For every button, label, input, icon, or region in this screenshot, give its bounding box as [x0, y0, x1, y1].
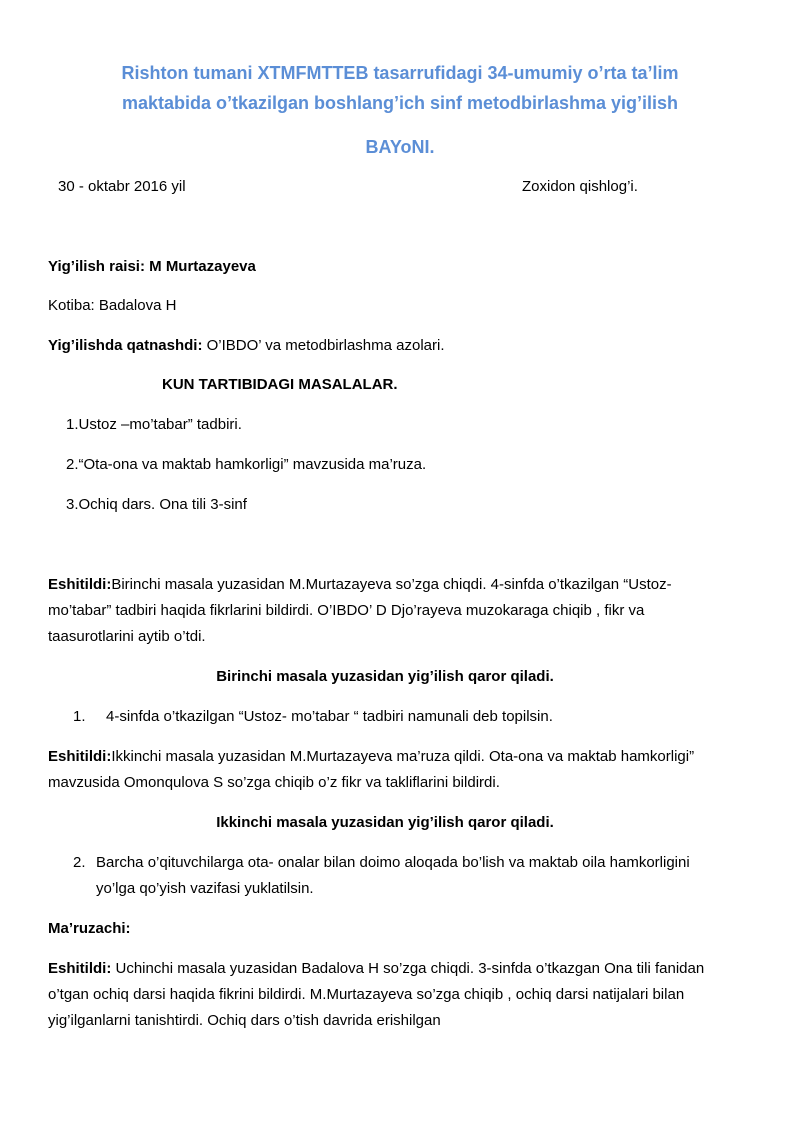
secretary-label: Kotiba: — [48, 297, 95, 314]
decision-heading-2: Ikkinchi masala yuzasidan yig’ilish qaror qiladi. — [216, 814, 554, 831]
chair-line — [48, 258, 256, 275]
heard-label: Eshitildi: — [48, 960, 112, 977]
document-title-line2: maktabida o’tkazilgan boshlang’ich sinf metodbirlashma yig’ilish — [121, 93, 679, 113]
secretary-value: Badalova H — [94, 297, 177, 314]
decision-text-1: 4-sinfda o’tkazilgan “Ustoz- mo’tabar “ tadbiri namunali deb topilsin. — [106, 708, 553, 725]
heard-text: Uchinchi masala yuzasidan Badalova H so’zga chiqdi. 3-sinfda o’tkazgan Ona tili fanidan o’tgan ochiq darsi haqida fikrini bildirdi. M.Murtazayeva so’zga chiqib , ochiq darsi natijalari bilan yig’ilganlarni tanishtirdi. Ochiq dars o’tish davrida erishilgan — [48, 960, 705, 1029]
heard-paragraph-1 — [48, 572, 718, 650]
document-type: BAYoNI. — [365, 137, 435, 157]
decision-number-2: 2. — [73, 854, 86, 871]
speaker-label: Ma’ruzachi: — [48, 920, 131, 937]
heard-text: Birinchi masala yuzasidan M.Murtazayeva so’zga chiqdi. 4-sinfda o’tkazilgan “Ustoz- mo’tabar” tadbiri haqida fikrlarini bildirdi. O’IBDO’ D Djo’rayeva muzokaraga chiqib , fikr va taasurotlarini aytib o’tdi. — [48, 576, 672, 645]
heard-paragraph-3 — [48, 956, 718, 1034]
chair-label: Yig’ilish raisi: — [48, 258, 145, 275]
decision-heading-1: Birinchi masala yuzasidan yig’ilish qaror qiladi. — [216, 668, 554, 685]
agenda-item: 3.Ochiq dars. Ona tili 3-sinf — [66, 496, 247, 513]
heard-label: Eshitildi: — [48, 748, 112, 765]
chair-value: M Murtazayeva — [144, 258, 256, 275]
document-title-line1: Rishton tumani XTMFMTTEB tasarrufidagi 34-umumiy o’rta ta’lim — [121, 63, 679, 83]
meeting-date: 30 - oktabr 2016 yil — [58, 178, 186, 195]
agenda-heading: KUN TARTIBIDAGI MASALALAR. — [162, 376, 398, 393]
secretary-line — [48, 297, 176, 314]
heard-label: Eshitildi: — [48, 576, 112, 593]
heard-text: Ikkinchi masala yuzasidan M.Murtazayeva ma’ruza qildi. Ota-ona va maktab hamkorligi” mavzusida Omonqulova S so’zga chiqib o’z fikr va takliflarini bildirdi. — [48, 748, 695, 791]
decision-number-1: 1. — [73, 708, 86, 725]
agenda-item: 2.“Ota-ona va maktab hamkorligi” mavzusida ma’ruza. — [66, 456, 427, 473]
decision-text-2: Barcha o’qituvchilarga ota- onalar bilan doimo aloqada bo’lish va maktab oila hamkorligini yo’lga qo’yish vazifasi yuklatilsin. — [96, 854, 690, 897]
agenda-item: 1.Ustoz –mo’tabar” tadbiri. — [66, 416, 242, 433]
meeting-place: Zoxidon qishlog’i. — [522, 178, 638, 195]
participants-value: O’IBDO’ va metodbirlashma azolari. — [202, 337, 445, 354]
participants-line — [48, 337, 445, 354]
participants-label: Yig’ilishda qatnashdi: — [48, 337, 203, 354]
heard-paragraph-2 — [48, 744, 718, 796]
